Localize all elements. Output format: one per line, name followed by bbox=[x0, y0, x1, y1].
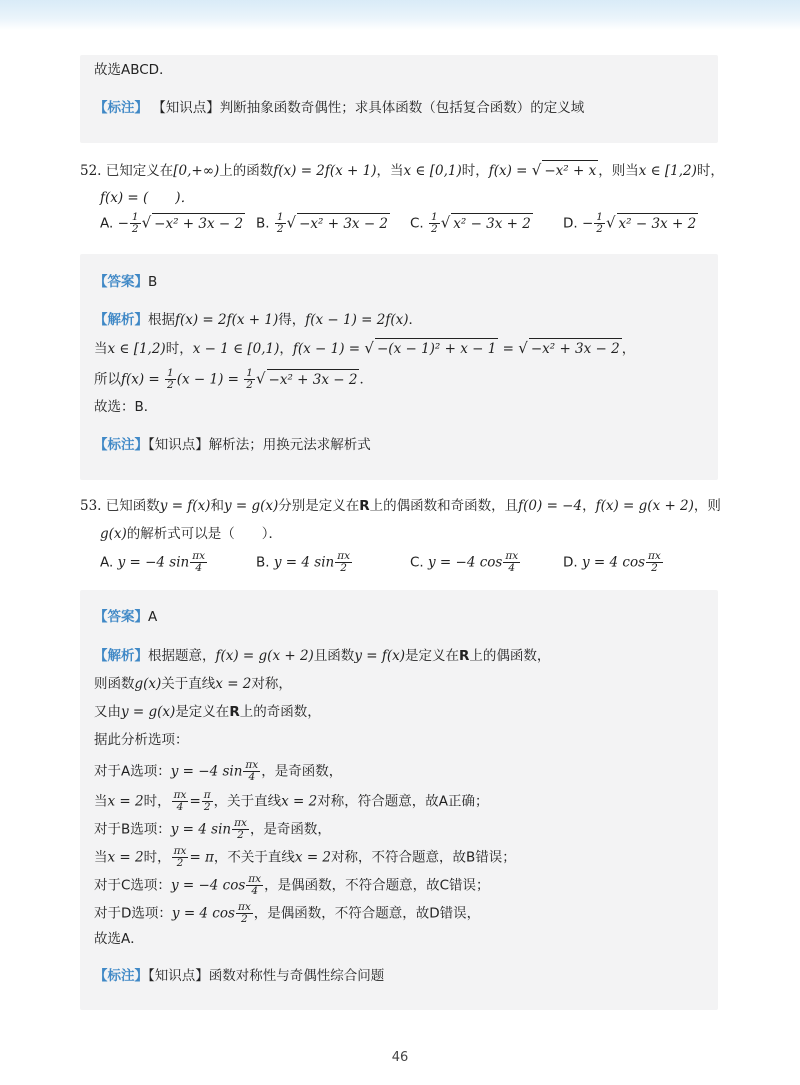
q52-analysis-1: 【解析】根据f(x) = 2f(x + 1)得，f(x − 1) = 2f(x)． bbox=[94, 312, 423, 328]
q52-analysis-4: 故选：B． bbox=[94, 399, 158, 415]
note-text: 【知识点】判断抽象函数奇偶性；求具体函数（包括复合函数）的定义域 bbox=[152, 100, 585, 116]
q53-choice-a: A. y = −4 sin $\frac{\pi x}{4}$ bbox=[100, 550, 206, 574]
note-tag: 【标注】 bbox=[94, 968, 148, 984]
q52-text: 时， bbox=[696, 163, 724, 179]
note-tag: 【标注】 bbox=[94, 100, 148, 116]
q52-text: 时， bbox=[461, 163, 489, 179]
radical-sign: √ bbox=[605, 213, 616, 232]
q52-analysis-2: 当x ∈ [1,2)时，x − 1 ∈ [0,1)，f(x − 1) = √ −(x − 1)² + x − 1 = √ −x² + 3x − 2 ， bbox=[94, 339, 636, 357]
select-line: 故选ABCD． bbox=[94, 62, 173, 78]
q52-choice-a bbox=[100, 212, 245, 235]
answer-value: A bbox=[148, 609, 158, 625]
q52-math: [0,+∞) bbox=[173, 163, 220, 179]
radical-sign: √ bbox=[531, 161, 542, 179]
fraction: $\frac{1}{2}$ bbox=[276, 211, 284, 235]
radical-sign: √ bbox=[440, 213, 451, 232]
q52-stem-2: f(x) = ( )． bbox=[100, 190, 195, 206]
q53-analysis-1: 【解析】根据题意，f(x) = g(x + 2)且函数y = f(x)是定义在R上的偶函数， bbox=[94, 648, 551, 664]
q52-number: 52. bbox=[80, 163, 102, 179]
q52-text: 上的函数 bbox=[219, 163, 274, 179]
choice-radicand: x² − 3x + 2 bbox=[617, 213, 699, 234]
choice-label: C. bbox=[410, 215, 424, 232]
q52-math: f(x) = 2f(x + 1) bbox=[273, 163, 377, 179]
analysis-tag: 【解析】 bbox=[94, 312, 148, 328]
note-text: 【知识点】函数对称性与奇偶性综合问题 bbox=[148, 968, 385, 984]
choice-label: B. bbox=[256, 215, 270, 232]
header-band bbox=[0, 0, 800, 30]
q52-text: ，则当 bbox=[598, 163, 639, 179]
q53-choice-d: D. y = 4 cos $\frac{\pi x}{2}$ bbox=[563, 550, 661, 574]
q53-analysis-4: 据此分析选项： bbox=[94, 732, 189, 748]
q52-math: x ∈ [1,2) bbox=[638, 163, 697, 179]
note-tag: 【标注】 bbox=[94, 437, 148, 453]
q52-radicand: −x² + x bbox=[542, 160, 598, 181]
note-line bbox=[94, 98, 584, 118]
analysis-tag: 【解析】 bbox=[94, 648, 148, 664]
q53-analysis-2: 则函数g(x)关于直线x = 2对称， bbox=[94, 676, 292, 692]
q52-choice-d bbox=[563, 212, 698, 235]
q53-analysis-8: 当x = 2时， $\frac{\pi x}{2}$ = π，不关于直线x = 2对称，不符合题意，故B错误； bbox=[94, 845, 516, 869]
q52-choice-c bbox=[410, 212, 533, 235]
q53-choice-c: C. y = −4 cos $\frac{\pi x}{4}$ bbox=[410, 550, 519, 574]
choice-label: D. bbox=[563, 215, 578, 232]
fraction: $\frac{1}{2}$ bbox=[431, 211, 438, 235]
q53-note bbox=[94, 966, 384, 986]
q53-stem: 53. 已知函数y = f(x)和y = g(x)分别是定义在R上的偶函数和奇函数，且f(0) = −4，f(x) = g(x + 2)，则 bbox=[80, 498, 721, 514]
q53-analysis-11: 故选A． bbox=[94, 931, 144, 947]
q53-analysis-10: 对于D选项：y = 4 cos $\frac{\pi x}{2}$ ，是偶函数，不符合题意，故D错误， bbox=[94, 901, 481, 925]
page-number: 46 bbox=[391, 1050, 409, 1065]
q52-text: 已知定义在 bbox=[105, 163, 174, 179]
q53-analysis-5: 对于A选项：y = −4 sin $\frac{\pi x}{4}$ ，是奇函数， bbox=[94, 759, 343, 783]
choice-label: A. bbox=[100, 215, 114, 232]
note-text: 【知识点】解析法；用换元法求解析式 bbox=[148, 437, 371, 453]
q53-analysis-6: 当x = 2时， $\frac{\pi x}{4}$ = $\frac{\pi}{2}$ ，关于直线x = 2对称，符合题意，故A正确； bbox=[94, 789, 489, 813]
q52-math: f(x) = bbox=[488, 163, 528, 179]
q53-answer bbox=[94, 607, 157, 627]
q53-analysis-3: 又由y = g(x)是定义在R上的奇函数， bbox=[94, 704, 321, 720]
q53-analysis-9: 对于C选项：y = −4 cos $\frac{\pi x}{4}$ ，是偶函数，不符合题意，故C错误； bbox=[94, 873, 490, 897]
q52-text: ，当 bbox=[376, 163, 404, 179]
answer-tag: 【答案】 bbox=[94, 274, 148, 290]
q52-analysis-3: 所以f(x) = $\frac{1}{2}$ (x − 1) = $\frac{1}{2}$ √ −x² + 3x − 2 ． bbox=[94, 367, 373, 391]
radical-sign: √ bbox=[286, 213, 297, 232]
q52-answer bbox=[94, 272, 157, 292]
q53-choice-b: B. y = 4 sin $\frac{\pi x}{2}$ bbox=[256, 550, 351, 574]
q53-stem-2: g(x)的解析式可以是（ ）． bbox=[100, 526, 283, 542]
q52-stem bbox=[80, 160, 724, 181]
choice-radicand: x² − 3x + 2 bbox=[451, 213, 533, 234]
fraction: $\frac{1}{2}$ bbox=[131, 211, 139, 235]
fraction: $\frac{1}{2}$ bbox=[596, 211, 603, 235]
choice-radicand: −x² + 3x − 2 bbox=[297, 213, 390, 234]
q53-number: 53. bbox=[80, 498, 102, 514]
q52-choice-b bbox=[256, 212, 390, 235]
q52-math: x ∈ [0,1) bbox=[403, 163, 462, 179]
q52-note bbox=[94, 435, 371, 455]
radical-sign: √ bbox=[141, 213, 152, 232]
answer-value: B bbox=[148, 274, 158, 290]
choice-sign: − bbox=[581, 215, 594, 232]
answer-tag: 【答案】 bbox=[94, 609, 148, 625]
q53-analysis-7: 对于B选项：y = 4 sin $\frac{\pi x}{2}$ ，是奇函数， bbox=[94, 817, 331, 841]
choice-radicand: −x² + 3x − 2 bbox=[152, 213, 245, 234]
choice-sign: − bbox=[117, 215, 129, 232]
